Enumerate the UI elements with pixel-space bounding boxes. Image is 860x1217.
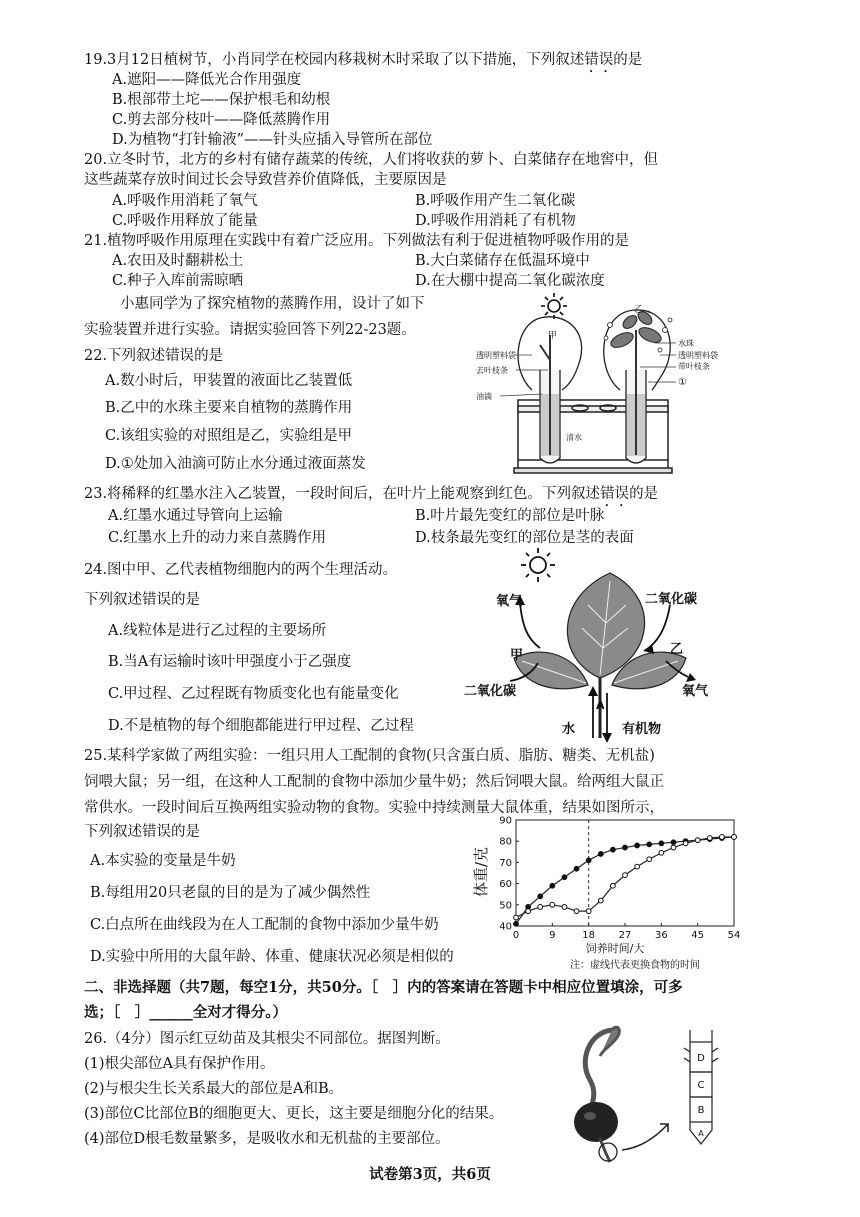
data-point-filled bbox=[550, 883, 555, 888]
data-point-filled bbox=[635, 843, 640, 848]
chart-note: 注：虚线代表更换食物的时间 bbox=[570, 960, 700, 971]
data-point-open bbox=[623, 873, 628, 878]
rat-weight-chart bbox=[466, 812, 756, 974]
q20-stem-2: 这些蔬菜存放时间过长会导致营养价值降低，主要原因是 bbox=[84, 172, 447, 188]
q21-option-a: A.农田及时翻耕松土 bbox=[112, 253, 244, 269]
data-point-open bbox=[586, 909, 591, 914]
x-tick-label: 45 bbox=[691, 930, 705, 941]
q21-option-c: C.种子入库前需晾晒 bbox=[112, 273, 244, 289]
x-tick-label: 27 bbox=[618, 930, 632, 941]
q20-option-b: B.呼吸作用产生二氧化碳 bbox=[415, 193, 576, 209]
data-point-open bbox=[683, 841, 688, 846]
q19-option-b: B.根部带土坨——保护根毛和幼根 bbox=[112, 92, 331, 108]
q22-stem bbox=[84, 346, 223, 366]
q24-stem-end: 的是 bbox=[171, 592, 200, 608]
q25-stem-1: 25.某科学家做了两组实验：一组只用人工配制的食物(只含蛋白质、脂肪、糖类、无机盐) bbox=[84, 748, 655, 764]
q20-option-a: A.呼吸作用消耗了氧气 bbox=[112, 193, 258, 209]
section2-title-2: 选；［ ］______全对才得分。） bbox=[84, 1004, 287, 1021]
x-tick-label: 18 bbox=[582, 930, 596, 941]
q19-stem-text: 19.3月12日植树节，小肖同学在校园内移栽树木时采取了以下措施，下列叙述 bbox=[84, 52, 585, 68]
figure-leader-lines bbox=[500, 343, 676, 396]
q24-stem-key: 错误 bbox=[142, 592, 171, 608]
data-point-open bbox=[526, 909, 531, 914]
x-tick-label: 36 bbox=[654, 930, 668, 941]
label-bag-right: 透明塑料袋 bbox=[678, 351, 718, 360]
q26-stem: 26.（4分）图示红豆幼苗及其根尖不同部位。据图判断。 bbox=[84, 1031, 450, 1047]
label-organic: 有机物 bbox=[622, 722, 662, 737]
label-a: A bbox=[596, 699, 605, 712]
label-o2-top: 氧气 bbox=[496, 594, 523, 609]
chart-series bbox=[514, 835, 737, 927]
section2-title: 二、非选择题（共7题，每空1分，共50分。［ ］内的答案请在答题卡中相应位置填涂，可多 bbox=[84, 979, 683, 996]
y-tick-label: 40 bbox=[499, 921, 512, 933]
root-label-b: B bbox=[697, 1105, 705, 1116]
q25-option-b: B.每组用20只老鼠的目的是为了减少偶然性 bbox=[90, 885, 371, 901]
q23-option-a: A.红墨水通过导管向上运输 bbox=[108, 508, 283, 524]
q21-option-d: D.在大棚中提高二氧化碳浓度 bbox=[415, 273, 605, 289]
q19-option-d: D.为植物“打针输液”——针头应插入导管所在部位 bbox=[112, 132, 433, 148]
q24-stem-2 bbox=[84, 590, 200, 610]
q26-statement-3: (3)部位C比部位B的细胞更大、更长，这主要是细胞分化的结果。 bbox=[84, 1106, 504, 1122]
q26-statement-1: (1)根尖部位A具有保护作用。 bbox=[84, 1056, 275, 1072]
q22-option-c: C.该组实验的对照组是乙，实验组是甲 bbox=[105, 428, 353, 444]
data-point-filled bbox=[574, 866, 579, 871]
q22-stem-pre: 22.下列叙述 bbox=[84, 348, 166, 364]
label-o2-right: 氧气 bbox=[682, 684, 709, 699]
q20-option-c: C.呼吸作用释放了能量 bbox=[112, 213, 258, 229]
q24-option-d: D.不是植物的每个细胞都能进行甲过程、乙过程 bbox=[108, 718, 414, 734]
label-water: 清水 bbox=[566, 433, 582, 442]
data-point-open bbox=[647, 857, 652, 862]
transpiration-apparatus-figure bbox=[470, 290, 720, 475]
q26-statement-2: (2)与根尖生长关系最大的部位是A和B。 bbox=[84, 1081, 344, 1097]
q22-option-a: A.数小时后，甲装置的液面比乙装置低 bbox=[105, 373, 353, 389]
label-mark-1: ① bbox=[678, 377, 687, 388]
page-footer: 试卷第3页，共6页 bbox=[369, 1166, 491, 1183]
data-point-filled bbox=[562, 875, 567, 880]
label-branch-right: 带叶枝条 bbox=[678, 362, 710, 371]
label-co2-top: 二氧化碳 bbox=[645, 592, 698, 607]
q24-option-c: C.甲过程、乙过程既有物质变化也有能量变化 bbox=[108, 686, 399, 702]
q22-stem-end: 的是 bbox=[194, 348, 224, 364]
data-point-filled bbox=[586, 858, 591, 863]
label-branch-left: 去叶枝条 bbox=[476, 366, 508, 375]
data-point-open bbox=[598, 898, 603, 903]
water-columns bbox=[541, 394, 645, 456]
label-drops: 水珠 bbox=[678, 339, 694, 348]
label-co2-left: 二氧化碳 bbox=[464, 684, 517, 699]
chart-y-label: 体重/克 bbox=[472, 846, 490, 898]
q24-option-a: A.线粒体是进行乙过程的主要场所 bbox=[108, 623, 327, 639]
q23-option-b: B.叶片最先变红的部位是叶脉 bbox=[415, 508, 605, 524]
chart-ticks bbox=[499, 816, 740, 942]
data-point-filled bbox=[598, 852, 603, 857]
data-point-open bbox=[538, 905, 543, 910]
q19-option-c: C.剪去部分枝叶——降低蒸腾作用 bbox=[112, 112, 331, 128]
q25-stem-key: 错误 bbox=[142, 824, 171, 840]
q25-option-c: C.白点所在曲线段为在人工配制的食物中添加少量牛奶 bbox=[90, 917, 439, 933]
label-yi: 乙 bbox=[670, 642, 684, 657]
data-point-open bbox=[550, 902, 555, 907]
data-point-open bbox=[610, 883, 615, 888]
y-tick-label: 60 bbox=[499, 879, 512, 891]
y-tick-label: 70 bbox=[499, 857, 512, 869]
q23-stem-text: 23.将稀释的红墨水注入乙装置，一段时间后，在叶片上能观察到红色。下列叙述 bbox=[84, 486, 601, 502]
data-point-open bbox=[574, 909, 579, 914]
q19-stem-end: 的是 bbox=[613, 52, 643, 68]
bean-seedling-figure bbox=[560, 1020, 730, 1165]
label-water: 水 bbox=[562, 722, 576, 737]
intro-line-1: 小惠同学为了探究植物的蒸腾作用，设计了如下 bbox=[120, 296, 425, 312]
q22-stem-key: 错误 bbox=[165, 348, 195, 364]
data-point-filled bbox=[659, 841, 664, 846]
y-tick-label: 90 bbox=[499, 815, 512, 827]
root-label-d: D bbox=[697, 1053, 705, 1064]
q23-stem-key: 错误 bbox=[600, 486, 630, 502]
q20-option-d: D.呼吸作用消耗了有机物 bbox=[415, 213, 576, 229]
data-point-filled bbox=[671, 840, 676, 845]
label-jia: 甲 bbox=[548, 331, 558, 341]
y-tick-label: 50 bbox=[499, 900, 512, 912]
q25-option-d: D.实验中所用的大鼠年龄、体重、健康状况必须是相似的 bbox=[90, 949, 454, 965]
data-point-open bbox=[659, 850, 664, 855]
root-label-c: C bbox=[697, 1080, 705, 1091]
label-oil: 油滴 bbox=[476, 392, 492, 401]
q26-statement-4: (4)部位D根毛数量繁多，是吸收水和无机盐的主要部位。 bbox=[84, 1131, 450, 1147]
q25-stem-2: 饲喂大鼠；另一组，在这种人工配制的食物中添加少量牛奶；然后饲喂大鼠。给两组大鼠正 bbox=[84, 774, 664, 790]
q25-stem-end: 的是 bbox=[171, 824, 200, 840]
data-point-filled bbox=[623, 845, 628, 850]
data-point-open bbox=[671, 845, 676, 850]
x-tick-label: 9 bbox=[549, 930, 556, 941]
data-point-filled bbox=[538, 894, 543, 899]
data-point-open bbox=[514, 915, 519, 920]
label-bag-left: 透明塑料袋 bbox=[476, 351, 516, 360]
test-tube-rack bbox=[514, 400, 672, 473]
data-point-filled bbox=[514, 921, 519, 926]
q23-option-d: D.枝条最先变红的部位是茎的表面 bbox=[415, 530, 634, 546]
data-point-open bbox=[719, 835, 724, 840]
intro-line-2: 实验装置并进行实验。请据实验回答下列22-23题。 bbox=[84, 322, 416, 338]
root-tip-labels bbox=[697, 1053, 705, 1138]
label-jia: 甲 bbox=[510, 648, 524, 663]
x-tick-label: 54 bbox=[727, 930, 741, 941]
x-tick-label: 0 bbox=[512, 930, 520, 941]
chart-x-label: 饲养时间/大 bbox=[585, 942, 645, 955]
root-label-a: A bbox=[698, 1129, 704, 1138]
q19-option-a: A.遮阳——降低光合作用强度 bbox=[112, 72, 302, 88]
data-point-filled bbox=[610, 847, 615, 852]
magnify-arrow-icon bbox=[622, 1124, 668, 1150]
q24-option-b: B.当A有运输时该叶甲强度小于乙强度 bbox=[108, 654, 352, 670]
sun-icon bbox=[541, 293, 567, 319]
leaf-photosynthesis-figure bbox=[460, 543, 730, 743]
q25-stem-pre: 下列叙述 bbox=[84, 824, 142, 840]
q24-stem-pre: 下列叙述 bbox=[84, 592, 142, 608]
y-tick-label: 80 bbox=[499, 836, 512, 848]
q21-option-b: B.大白菜储存在低温环境中 bbox=[415, 253, 590, 269]
label-yi: 乙 bbox=[634, 305, 644, 315]
q25-stem-3: 常供水。一段时间后互换两组实验动物的食物。实验中持续测量大鼠体重，结果如图所示， bbox=[84, 800, 664, 816]
q25-option-a: A.本实验的变量是牛奶 bbox=[90, 853, 236, 869]
q20-stem-1: 20.立冬时节，北方的乡村有储存蔬菜的传统，人们将收获的萝卜、白菜储存在地窖中，但 bbox=[84, 152, 659, 168]
data-point-filled bbox=[647, 842, 652, 847]
data-point-open bbox=[635, 864, 640, 869]
q25-stem-4 bbox=[84, 822, 200, 842]
q23-stem-end: 的是 bbox=[629, 486, 659, 502]
q21-stem: 21.植物呼吸作用原理在实践中有着广泛应用。下列做法有利于促进植物呼吸作用的是 bbox=[84, 233, 630, 249]
data-point-open bbox=[732, 835, 737, 840]
data-point-open bbox=[695, 838, 700, 843]
q24-stem-1: 24.图中甲、乙代表植物细胞内的两个生理活动。 bbox=[84, 562, 398, 578]
q22-option-d: D.①处加入油滴可防止水分通过液面蒸发 bbox=[105, 456, 366, 472]
seedling bbox=[574, 1027, 619, 1162]
data-point-open bbox=[707, 836, 712, 841]
figure-labels bbox=[476, 304, 718, 442]
q19-stem-key: 错误 bbox=[584, 52, 614, 68]
data-point-open bbox=[562, 905, 567, 910]
q23-option-c: C.红墨水上升的动力来自蒸腾作用 bbox=[108, 530, 327, 546]
q22-option-b: B.乙中的水珠主要来自植物的蒸腾作用 bbox=[105, 400, 353, 416]
sun-icon bbox=[521, 548, 555, 582]
